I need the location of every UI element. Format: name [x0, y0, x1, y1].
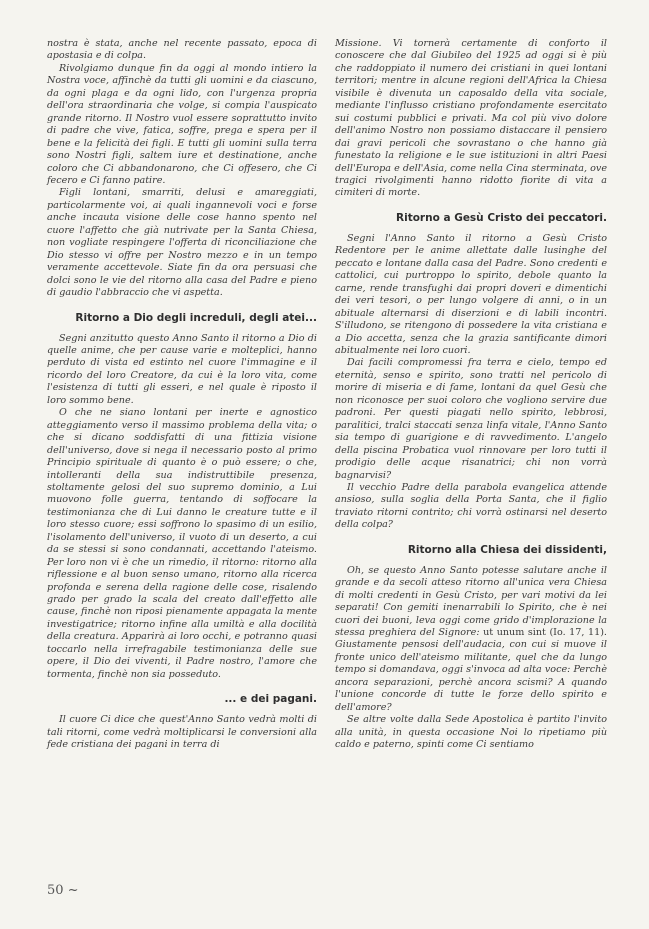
- paragraph: Segni anzitutto questo Anno Santo il ritorno a Dio di quelle anime, che per cause varie e molteplici, hanno perduto di vista ed estinto nel cuore l'immagine e il ricordo del loro Creatore, da cui è la loro vita, come l'esistenza di tutti gli esseri, e nel quale è riposto il loro sommo bene.: [47, 332, 317, 406]
- paragraph-text: Giustamente pensosi dell'audacia, con cui si muove il fronte unico dell'ateismo militante, quel che da lungo tempo si domandava, oggi s'invoca ad alta voce: Perchè ancora separazioni, perchè ancora scismi? A quando l'unione concorde di tutte le forze dello spirito e dell'amore?: [335, 639, 607, 713]
- paragraph: Il cuore Ci dice che quest'Anno Santo vedrà molti di tali ritorni, come vedrà moltiplicarsi le conversioni alla fede cristiana dei pagani in terra di: [47, 714, 317, 751]
- paragraph: Dai facili compromessi fra terra e cielo, tempo ed eternità, senso e spirito, sono tratti nel pericolo di morire di miseria e di fame, lontani da quel Gesù che non riconosce per suoi coloro che vogliono servire due padroni. Per questi piagati nello spirito, lebbrosi, paralitici, tralci staccati senza linfa vitale, l'Anno Santo sia tempo di guarigione e di ravvedimento. L'angelo della piscina Probatica vuol rinnovare per loro tutti il prodigio delle acque risanatrici; chi non vorrà bagnarvisi?: [335, 357, 607, 481]
- section-heading: ... e dei pagani.: [224, 693, 317, 706]
- paragraph: nostra è stata, anche nel recente passato, epoca di apostasia e di colpa.: [47, 38, 317, 62]
- paragraph-text: Oh, se questo Anno Santo potesse salutare anche il grande e da secoli atteso ritorno all'unica vera Chiesa di molti credenti in Gesù Cristo, per vari motivi da lei separati! Con gemiti inenarrabili lo Spirito, che è nei cuori dei buoni, leva oggi come grido d'implorazione la stessa preghiera del Signore:: [335, 564, 607, 639]
- paragraph: Segni l'Anno Santo il ritorno a Gesù Cristo Redentore per le anime allettate dalle lusinghe del peccato e lontane dalla casa del Padre. Sono credenti e cattolici, cui purtroppo lo spirito, debole quanto la carne, rende transfughi dai propri doveri e dimentichi dei veri tesori, o per lungo volgere di anni, o in un abituale alternarsi di diserzioni e di labili incontri. S'illudono, se ritengono di possedere la vita cristiana e a Dio accetta, senza che la grazia santificante dimori abitualmente nei loro cuori.: [335, 232, 607, 356]
- section-heading: Ritorno a Dio degli increduli, degli atei...: [75, 311, 317, 324]
- section-heading: Ritorno a Gesù Cristo dei peccatori.: [396, 211, 607, 224]
- paragraph: O che ne siano lontani per inerte e agnostico atteggiamento verso il massimo problema della vita; o che si dicano soddisfatti di una fittizia visione dell'universo, dove si nega il necessario posto al primo Principio spirituale di quanto è o può essere; o che, intolleranti della sua indistruttibile presenza, stoltamente gelosi del suo supremo dominio, a Lui muovono folle guerra, tentando di soffocare la testimonianza che di Lui danno le creature tutte e il loro stesso cuore; essi soffrono lo spasimo di un esilio, l'isolamento dell'universo, il vuoto di un deserto, a cui da se stessi si sono condannati, accettando l'ateismo. Per loro non vi è che un rimedio, il ritorno: ritorno alla riflessione e al buon senso umano, ritorno alla ricerca profonda e serena della ragione delle cose, risalendo grado per grado la scala del creato dall'effetto alle cause, finchè non riposi pienamente appagata la mente investigatrice; ritorno infine alla umiltà e alla docilità della creatura. Apparirà ai loro occhi, e potranno quasi toccarlo nella irrefragabile testimonianza delle sue opere, il Dio dei viventi, il Padre nostro, l'amore che tormenta, finchè non sia posseduto.: [47, 407, 317, 680]
- section-heading: Ritorno alla Chiesa dei dissidenti,: [407, 543, 607, 556]
- left-column: [47, 38, 317, 752]
- paragraph: Missione. Vi tornerà certamente di conforto il conoscere che dal Giubileo del 1925 ad oggi si è più che raddoppiato il numero dei cristiani in quei lontani territori; mentre in alcune regioni dell'Africa la Chiesa visibile è divenuta un caposaldo della vita sociale, mediante l'influsso cristiano profondamente esercitato sui costumi pubblici e privati. Ma col più vivo dolore dell'animo Nostro non possiamo distaccare il pensiero dai gravi pericoli che sovrastano o che hanno già funestato la religione e le sue istituzioni in altri Paesi dell'Europa e dell'Asia, come nella Cina sterminata, ove tragici rivolgimenti hanno ridotto fiorite di vita a cimiteri di morte.: [335, 38, 607, 199]
- paragraph: Figli lontani, smarriti, delusi e amareggiati, particolarmente voi, ai quali ingannevoli voci e forse anche incauta visione delle cose hanno spento nel cuore l'affetto che già nutrivate per la Santa Chiesa, non vogliate respingere l'offerta di riconciliazione che Dio stesso vi offre per Nostro mezzo e in un tempo veramente accettevole. Siate fin da ora persuasi che dolci sono le vie del ritorno alla casa del Padre e pieno di gaudio l'abbraccio che vi aspetta.: [47, 187, 317, 299]
- paragraph: Il vecchio Padre della parabola evangelica attende ansioso, sulla soglia della Porta Santa, che il figlio traviato ritorni contrito; chi vorrà ostinarsi nel deserto della colpa?: [335, 481, 607, 531]
- paragraph: Se altre volte dalla Sede Apostolica è partito l'invito alla unità, in questa occasione Noi lo ripetiamo più caldo e paterno, spinti come Ci sentiamo: [335, 714, 607, 751]
- right-column: [335, 38, 607, 752]
- paragraph: [335, 565, 607, 714]
- page-number: 50 ~: [47, 883, 79, 898]
- citation: ut unum sint (Io. 17, 11).: [483, 627, 607, 639]
- paragraph: Rivolgiamo dunque fin da oggi al mondo intiero la Nostra voce, affinchè da tutti gli uomini e da ciascuno, da ogni plaga e da ogni lido, con l'urgenza propria dell'ora straordinaria che volge, si compia l'auspicato grande ritorno. Il Nostro vuol essere soprattutto invito di padre che vive, fatica, soffre, prega e spera per il bene e la felicità dei figli. E tutti gli uomini sulla terra sono Nostri figli, saltem iure et destinatione, anche coloro che Ci abbandonarono, che Ci offesero, che Ci fecero e Ci fanno patire.: [47, 62, 317, 186]
